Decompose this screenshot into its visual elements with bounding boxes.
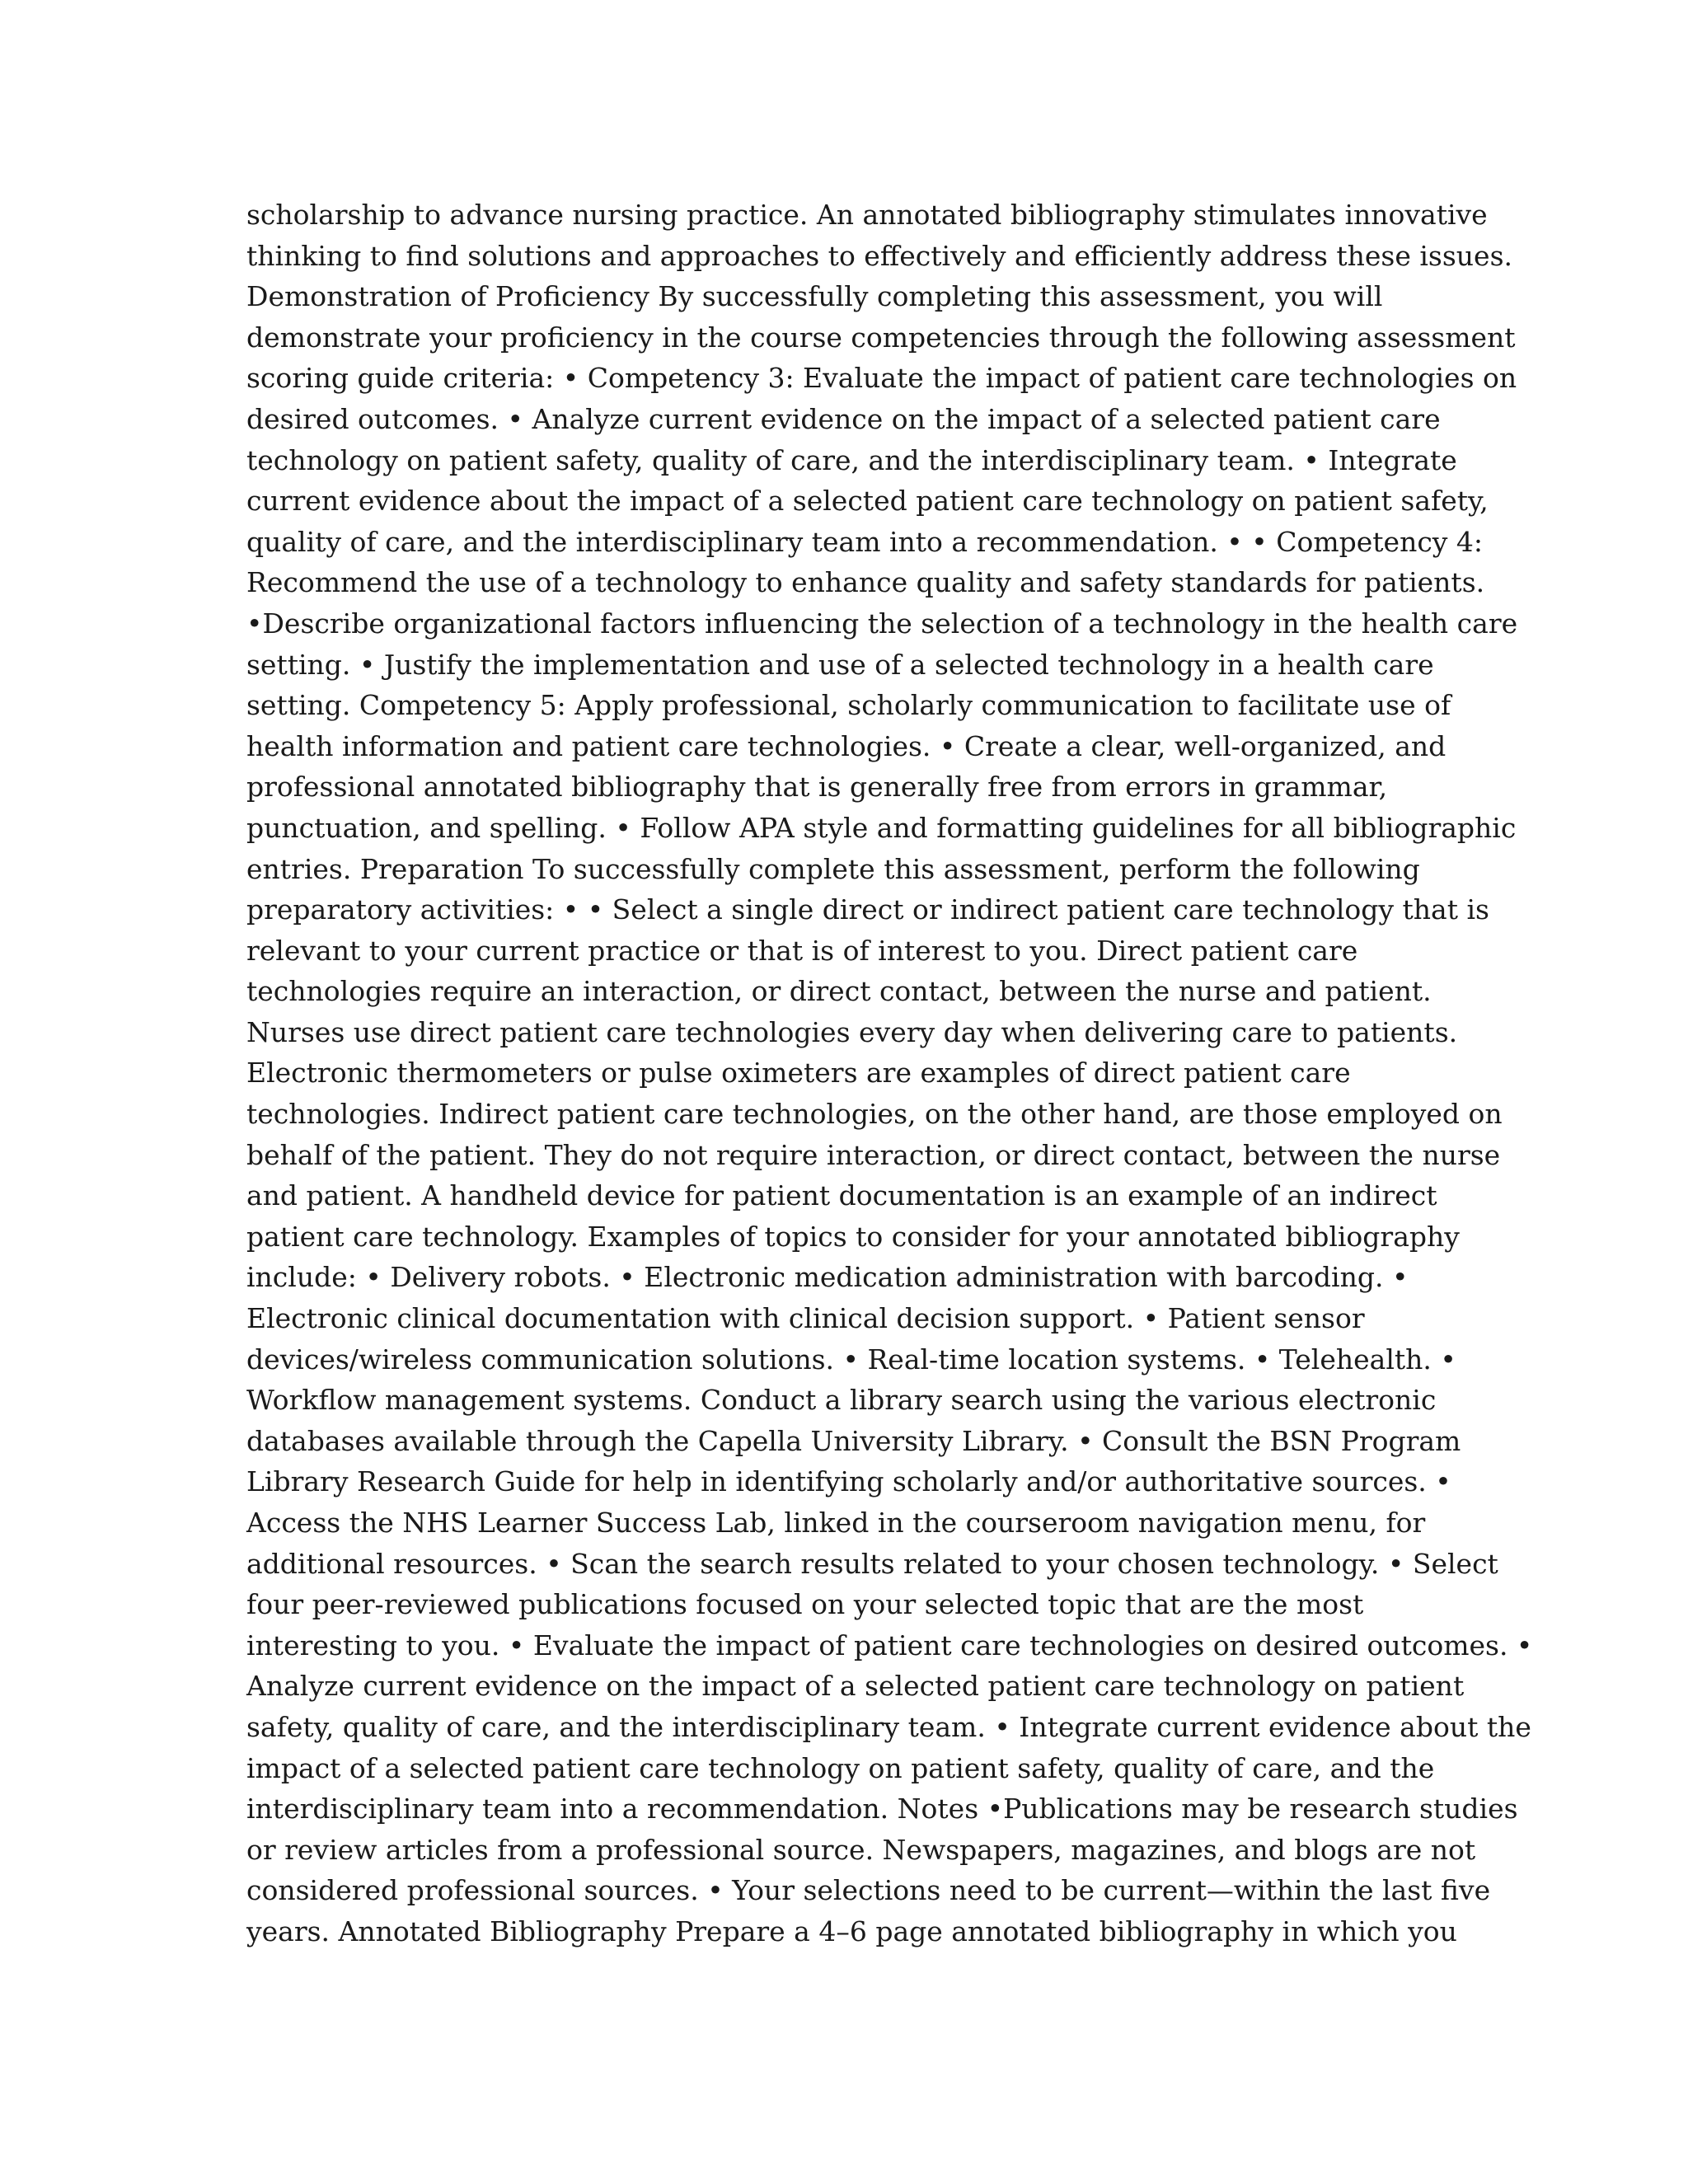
text-line: quality of care, and the interdisciplinary team into a recommendation. • • Competency 4: [246, 525, 1484, 558]
text-line: technologies. Indirect patient care technologies, on the other hand, are those employed on [246, 1098, 1503, 1131]
text-line: punctuation, and spelling. • Follow APA style and formatting guidelines for all bibliographic [246, 811, 1517, 844]
text-line: considered professional sources. • Your selections need to be current—within the last five [246, 1874, 1491, 1907]
text-line: databases available through the Capella University Library. • Consult the BSN Program [246, 1424, 1461, 1457]
text-line: Nurses use direct patient care technologies every day when delivering care to patients. [246, 1015, 1458, 1048]
text-line: professional annotated bibliography that is generally free from errors in grammar, [246, 771, 1388, 804]
text-line: safety, quality of care, and the interdisciplinary team. • Integrate current evidence about the [246, 1710, 1531, 1743]
body-paragraph [246, 194, 1533, 1952]
text-line: Access the NHS Learner Success Lab, linked in the courseroom navigation menu, for [246, 1507, 1426, 1539]
text-line: Electronic clinical documentation with clinical decision support. • Patient sensor [246, 1302, 1365, 1335]
text-line: •Describe organizational factors influencing the selection of a technology in the health care [246, 607, 1518, 640]
text-line: four peer-reviewed publications focused on your selected topic that are the most [246, 1588, 1364, 1621]
text-line: setting. • Justify the implementation and use of a selected technology in a health care [246, 648, 1434, 681]
text-line: health information and patient care technologies. • Create a clear, well-organized, and [246, 729, 1447, 762]
text-line: interdisciplinary team into a recommendation. Notes •Publications may be research studies [246, 1793, 1518, 1825]
text-line: entries. Preparation To successfully complete this assessment, perform the following [246, 852, 1420, 885]
text-line: devices/wireless communication solutions. • Real-time location systems. • Telehealth. • [246, 1343, 1456, 1376]
text-line: Analyze current evidence on the impact of a selected patient care technology on patient [246, 1670, 1465, 1703]
text-line: scoring guide criteria: • Competency 3: Evaluate the impact of patient care technologies on [246, 362, 1517, 395]
text-line: Electronic thermometers or pulse oximeters are examples of direct patient care [246, 1057, 1351, 1090]
text-line: behalf of the patient. They do not require interaction, or direct contact, between the nurse [246, 1138, 1501, 1171]
text-line: thinking to find solutions and approaches to effectively and efficiently address these issues. [246, 239, 1513, 272]
text-line: years. Annotated Bibliography Prepare a 4–6 page annotated bibliography in which you [246, 1915, 1457, 1947]
text-line: interesting to you. • Evaluate the impact of patient care technologies on desired outcomes. • [246, 1629, 1533, 1661]
text-line: technologies require an interaction, or direct contact, between the nurse and patient. [246, 975, 1432, 1008]
text-line: and patient. A handheld device for patient documentation is an example of an indirect [246, 1179, 1437, 1212]
text-line: Recommend the use of a technology to enhance quality and safety standards for patients. [246, 566, 1485, 599]
text-line: preparatory activities: • • Select a single direct or indirect patient care technology that is [246, 893, 1489, 926]
text-line: demonstrate your proficiency in the course competencies through the following assessment [246, 321, 1516, 354]
text-line: or review articles from a professional source. Newspapers, magazines, and blogs are not [246, 1833, 1476, 1866]
text-line: Demonstration of Proficiency By successfully completing this assessment, you will [246, 280, 1383, 313]
text-line: scholarship to advance nursing practice. An annotated bibliography stimulates innovative [246, 199, 1488, 231]
text-line: include: • Delivery robots. • Electronic medication administration with barcoding. • [246, 1261, 1409, 1294]
text-line: desired outcomes. • Analyze current evidence on the impact of a selected patient care [246, 402, 1441, 435]
text-line: additional resources. • Scan the search results related to your chosen technology. • Select [246, 1547, 1498, 1580]
text-line: Workflow management systems. Conduct a library search using the various electronic [246, 1384, 1437, 1417]
text-line: impact of a selected patient care technology on patient safety, quality of care, and the [246, 1751, 1435, 1784]
text-line: relevant to your current practice or that is of interest to you. Direct patient care [246, 934, 1358, 967]
text-line: setting. Competency 5: Apply professional, scholarly communication to facilitate use of [246, 689, 1451, 722]
text-line: patient care technology. Examples of topics to consider for your annotated bibliography [246, 1220, 1460, 1253]
text-line: current evidence about the impact of a selected patient care technology on patient safety, [246, 485, 1489, 518]
text-line: technology on patient safety, quality of care, and the interdisciplinary team. • Integrate [246, 443, 1457, 476]
text-line: Library Research Guide for help in identifying scholarly and/or authoritative sources. • [246, 1465, 1451, 1498]
